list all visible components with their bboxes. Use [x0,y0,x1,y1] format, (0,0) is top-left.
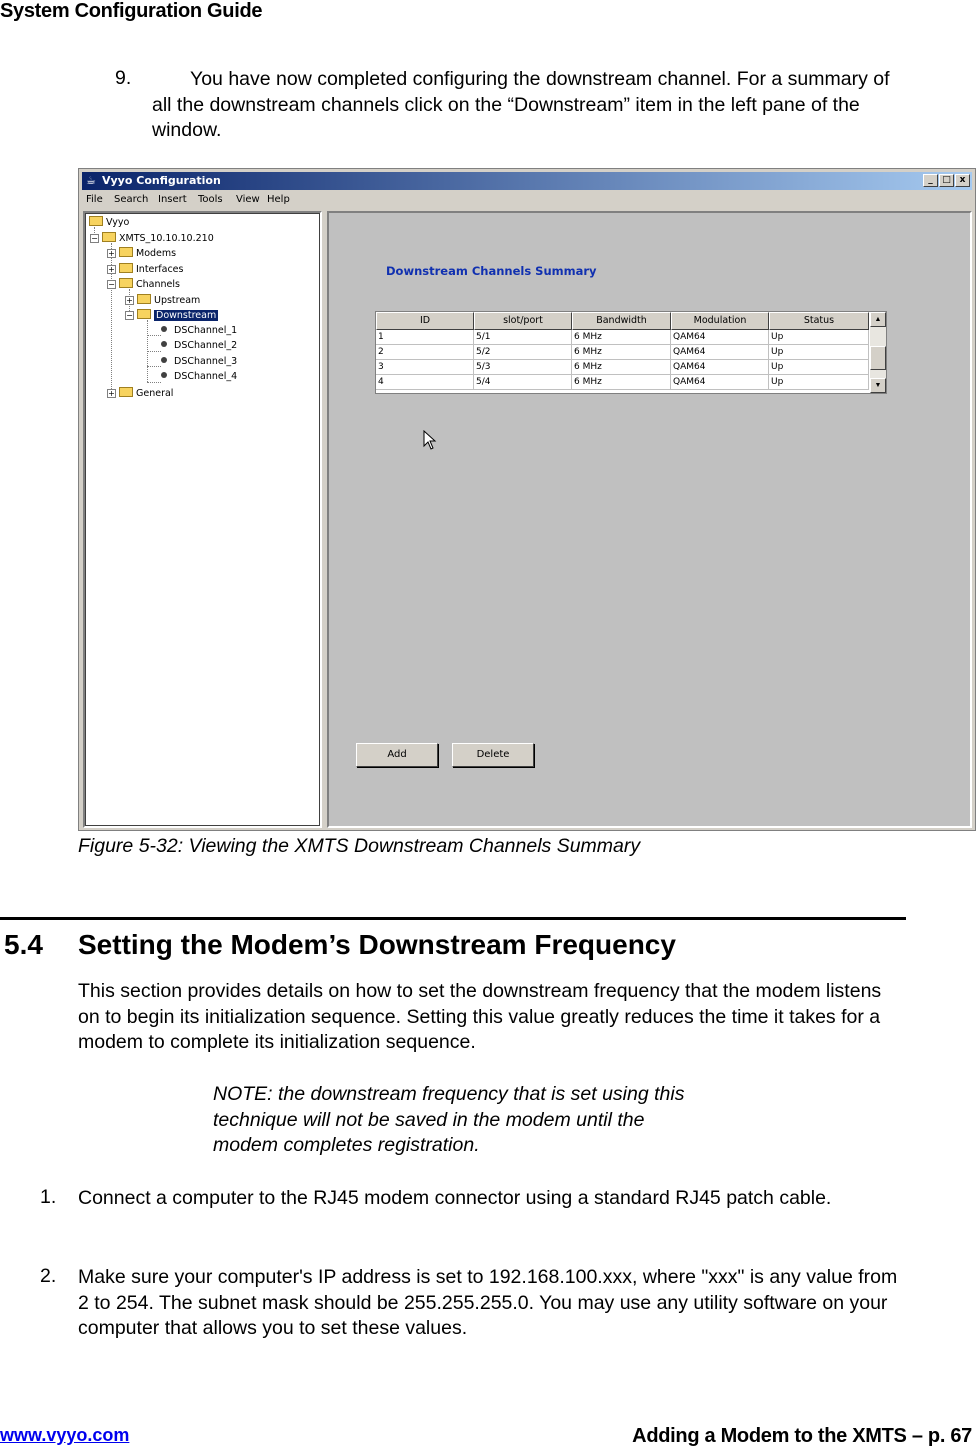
java-cup-icon: ☕ [86,174,96,187]
step-9-number: 9. [115,67,132,89]
expand-icon[interactable]: + [108,249,115,258]
table-cell[interactable]: 1 [376,330,474,345]
section-number: 5.4 [4,929,43,960]
column-header-bandwidth[interactable]: Bandwidth [572,312,671,330]
collapse-icon[interactable]: − [108,280,115,289]
folder-open-icon [137,309,151,319]
table-scrollbar[interactable] [870,312,886,393]
table-cell[interactable]: 5/3 [474,360,572,375]
step-9-text: You have now completed configuring the downstream channel. For a summary of all the downstream channels click on the “Downstream” item in the left pane of the window. [152,68,890,141]
table-cell[interactable]: 5/2 [474,345,572,360]
table-cell[interactable]: 4 [376,375,474,390]
tree-node-dschannel-2[interactable]: DSChannel_2 [161,340,237,351]
expand-icon[interactable]: + [108,389,115,398]
menu-search[interactable]: Search [114,194,149,205]
table-cell[interactable]: 5/4 [474,375,572,390]
window-title: Vyyo Configuration [102,174,221,187]
menu-help[interactable]: Help [267,194,290,205]
table-cell[interactable]: 5/1 [474,330,572,345]
section-rule [0,917,906,920]
tree-node-vyyo[interactable]: Vyyo [89,216,129,228]
table-cell[interactable]: 6 MHz [572,360,671,375]
column-header-slot-port[interactable]: slot/port [474,312,572,330]
tree-node-channels[interactable]: − Channels [108,279,180,290]
table-cell[interactable]: Up [769,345,869,360]
menu-bar [82,191,972,209]
table-cell[interactable]: 6 MHz [572,375,671,390]
step-1-number: 1. [40,1186,57,1208]
table-cell[interactable]: QAM64 [671,330,769,345]
step-1-text: Connect a computer to the RJ45 modem connector using a standard RJ45 patch cable. [78,1187,832,1209]
tree-node-dschannel-1[interactable]: DSChannel_1 [161,325,237,336]
table-cell[interactable]: QAM64 [671,345,769,360]
note-line: technique will not be saved in the modem until the [213,1108,645,1131]
note-line: modem completes registration. [213,1134,480,1156]
column-header-status[interactable]: Status [769,312,869,330]
maximize-button[interactable]: □ [939,174,954,187]
folder-icon [89,216,103,226]
tree-node-dschannel-4[interactable]: DSChannel_4 [161,371,237,382]
section-intro: This section provides details on how to set the downstream frequency that the modem listens on to begin its initialization sequence. Setting this value greatly reduces the time it takes for a modem to complete its initialization sequence. [78,980,882,1053]
mouse-pointer-icon [423,430,437,450]
table-cell[interactable]: Up [769,360,869,375]
note-line: NOTE: the downstream frequency that is set using this [213,1083,685,1105]
tree-node-modems[interactable]: + Modems [108,248,177,259]
column-header-id[interactable]: ID [376,312,474,330]
summary-title: Downstream Channels Summary [386,264,597,278]
table-cell[interactable]: 6 MHz [572,345,671,360]
minimize-button[interactable]: _ [923,174,938,187]
website-link[interactable]: www.vyyo.com [0,1425,130,1445]
tree-node-general[interactable]: + General [108,388,174,399]
table-cell[interactable]: 3 [376,360,474,375]
scroll-thumb[interactable] [870,346,886,370]
menu-file[interactable]: File [86,194,103,205]
table-cell[interactable]: QAM64 [671,375,769,390]
leaf-node-icon [161,326,167,332]
expand-icon[interactable]: + [108,265,115,274]
figure-caption: Figure 5-32: Viewing the XMTS Downstream Channels Summary [78,835,641,857]
collapse-icon[interactable]: − [126,311,133,320]
expand-icon[interactable]: + [126,296,133,305]
step-2-text: Make sure your computer's IP address is set to 192.168.100.xxx, where "xxx" is any value from 2 to 254. The subnet mask should be 255.255.255.0. You may use any utility software on your computer that allows you to set these values. [78,1266,898,1339]
tree-node-xmts[interactable]: − XMTS_10.10.10.210 [91,233,214,244]
leaf-node-icon [161,357,167,363]
folder-icon [102,232,116,242]
table-cell[interactable]: 2 [376,345,474,360]
scroll-down-icon[interactable]: ▼ [870,378,886,393]
menu-view[interactable]: View [236,194,260,205]
navigation-tree [83,211,322,828]
folder-icon [119,263,133,273]
folder-icon [137,294,151,304]
close-button[interactable]: x [955,174,970,187]
scroll-up-icon[interactable]: ▲ [870,312,886,327]
leaf-node-icon [161,341,167,347]
table-cell[interactable]: Up [769,330,869,345]
tree-node-upstream[interactable]: + Upstream [126,295,201,306]
tree-node-downstream[interactable]: − Downstream [126,310,217,321]
table-cell[interactable]: QAM64 [671,360,769,375]
content-pane [327,211,972,828]
folder-icon [119,387,133,397]
table-cell[interactable]: Up [769,375,869,390]
step-2-number: 2. [40,1265,57,1287]
page-label: Adding a Modem to the XMTS – p. 67 [632,1425,972,1447]
channels-table [375,311,887,394]
add-button[interactable]: Add [356,743,438,767]
window-titlebar [82,172,972,190]
delete-button[interactable]: Delete [452,743,534,767]
folder-open-icon [119,278,133,288]
collapse-icon[interactable]: − [91,234,98,243]
table-cell[interactable]: 6 MHz [572,330,671,345]
menu-tools[interactable]: Tools [198,194,223,205]
running-header: System Configuration Guide [0,0,263,22]
folder-icon [119,247,133,257]
note [213,1082,813,1159]
vyyo-configuration-window [78,168,976,831]
tree-node-dschannel-3[interactable]: DSChannel_3 [161,356,237,367]
column-header-modulation[interactable]: Modulation [671,312,769,330]
menu-insert[interactable]: Insert [158,194,187,205]
section-title: Setting the Modem’s Downstream Frequency [78,929,676,960]
leaf-node-icon [161,372,167,378]
tree-node-interfaces[interactable]: + Interfaces [108,264,184,275]
